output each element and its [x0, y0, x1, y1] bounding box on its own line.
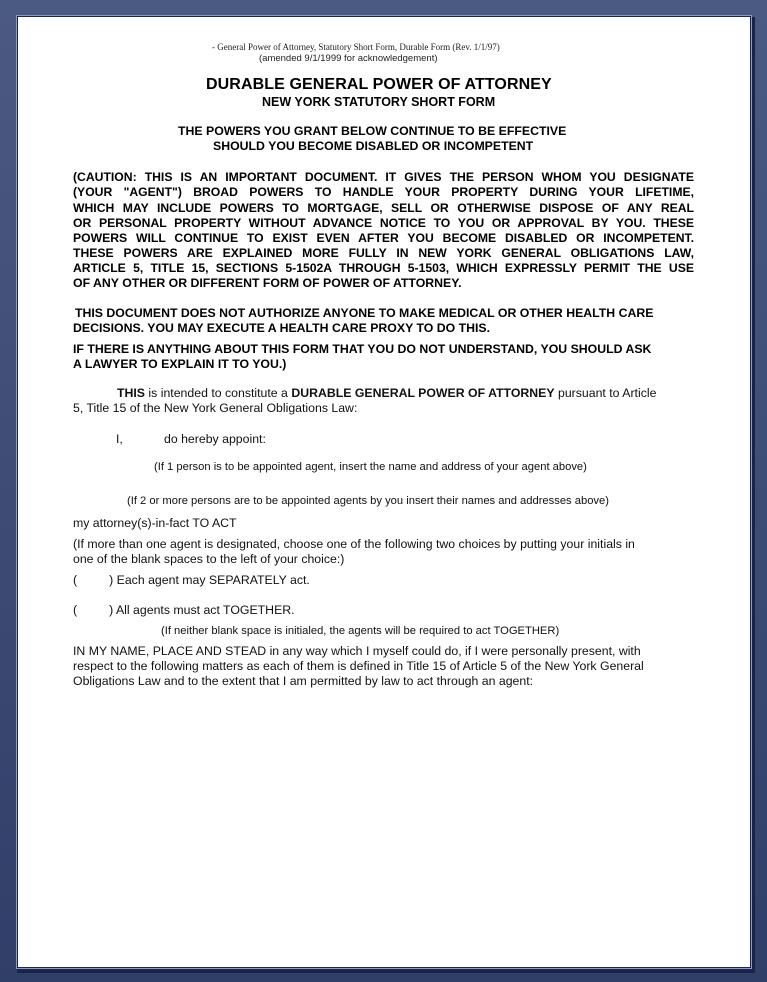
multi-agent-instruction: (If 2 or more persons are to be appointed agents by you insert their names and addresses above) [127, 495, 609, 507]
lawyer-notice-line-1: IF THERE IS ANYTHING ABOUT THIS FORM THAT YOU DO NOT UNDERSTAND, YOU SHOULD ASK [73, 342, 652, 356]
initial-blank-open: ( [73, 573, 78, 587]
document-title: DURABLE GENERAL POWER OF ATTORNEY [206, 76, 552, 93]
intro-end: pursuant to Article [554, 386, 657, 400]
effect-notice-line-1: THE POWERS YOU GRANT BELOW CONTINUE TO BE EFFECTIVE [178, 124, 567, 138]
appoint-text: do hereby appoint: [164, 432, 266, 446]
intro-line-2: 5, Title 15 of the New York General Obligations Law: [73, 401, 358, 415]
initial-blank-open: ( [73, 603, 78, 617]
document-page [17, 16, 751, 968]
document-subtitle: NEW YORK STATUTORY SHORT FORM [262, 95, 496, 109]
closing-line-1: IN MY NAME, PLACE AND STEAD in any way which I myself could do, if I were personally present, with [73, 644, 641, 658]
caution-line: ARTICLE 5, TITLE 15, SECTIONS 5-1502A THROUGH 5-1503, WHICH EXPRESSLY PERMIT THE USE [73, 261, 694, 275]
choice-together [73, 603, 295, 617]
choice-label: Each agent may SEPARATELY act. [116, 573, 310, 587]
choice-intro-line-2: one of the blank spaces to the left of your choice:) [73, 552, 345, 566]
closing-line-3: Obligations Law and to the extent that I am permitted by law to act through an agent: [73, 674, 534, 688]
caution-line-last: OF ANY OTHER OR DIFFERENT FORM OF POWER OF ATTORNEY. [73, 276, 462, 290]
caution-line: THESE POWERS ARE EXPLAINED MORE FULLY IN NEW YORK GENERAL OBLIGATIONS LAW, [73, 246, 694, 260]
caution-line: OR PERSONAL PROPERTY WITHOUT ADVANCE NOTICE TO YOU OR APPROVAL BY YOU. THESE [73, 216, 694, 230]
caution-line: POWERS WILL CONTINUE TO EXIST EVEN AFTER YOU BECOME DISABLED OR INCOMPETENT. [73, 231, 694, 245]
form-revision-line: - General Power of Attorney, Statutory Short Form, Durable Form (Rev. 1/1/97) [212, 42, 500, 52]
medical-notice-line-1: THIS DOCUMENT DOES NOT AUTHORIZE ANYONE TO MAKE MEDICAL OR OTHER HEALTH CARE [75, 306, 654, 320]
initial-blank-close: ) [109, 603, 114, 617]
intro-mid: is intended to constitute a [145, 386, 292, 400]
one-agent-instruction: (If 1 person is to be appointed agent, insert the name and address of your agent above) [154, 461, 587, 473]
attorney-line: my attorney(s)-in-fact TO ACT [73, 516, 237, 530]
caution-line: WHICH MAY INCLUDE POWERS TO MORTGAGE, SELL OR OTHERWISE DISPOSE OF ANY REAL [73, 201, 694, 215]
caution-line: (CAUTION: THIS IS AN IMPORTANT DOCUMENT. IT GIVES THE PERSON WHOM YOU DESIGNATE [73, 170, 694, 184]
intro-dgpoa: DURABLE GENERAL POWER OF ATTORNEY [291, 386, 555, 400]
lawyer-notice-line-2: A LAWYER TO EXPLAIN IT TO YOU.) [73, 357, 287, 371]
medical-notice-line-2: DECISIONS. YOU MAY EXECUTE A HEALTH CARE PROXY TO DO THIS. [73, 321, 491, 335]
choice-intro-line-1: (If more than one agent is designated, choose one of the following two choices by putting your initials in [73, 537, 635, 551]
appoint-i: I, [116, 432, 123, 446]
initial-blank-close: ) [109, 573, 114, 587]
choice-label: All agents must act TOGETHER. [115, 603, 295, 617]
amendment-line: (amended 9/1/1999 for acknowledgement) [259, 53, 438, 64]
effect-notice-line-2: SHOULD YOU BECOME DISABLED OR INCOMPETENT [213, 139, 534, 153]
intro-line-1 [117, 386, 656, 400]
caution-line: (YOUR "AGENT") BROAD POWERS TO HANDLE YOUR PROPERTY DURING YOUR LIFETIME, [73, 185, 694, 199]
choice-separately [73, 573, 310, 587]
default-note: (If neither blank space is initialed, the agents will be required to act TOGETHER) [161, 625, 560, 637]
closing-line-2: respect to the following matters as each of them is defined in Title 15 of Article 5 of the New York General [73, 659, 644, 673]
intro-this: THIS [117, 386, 146, 400]
